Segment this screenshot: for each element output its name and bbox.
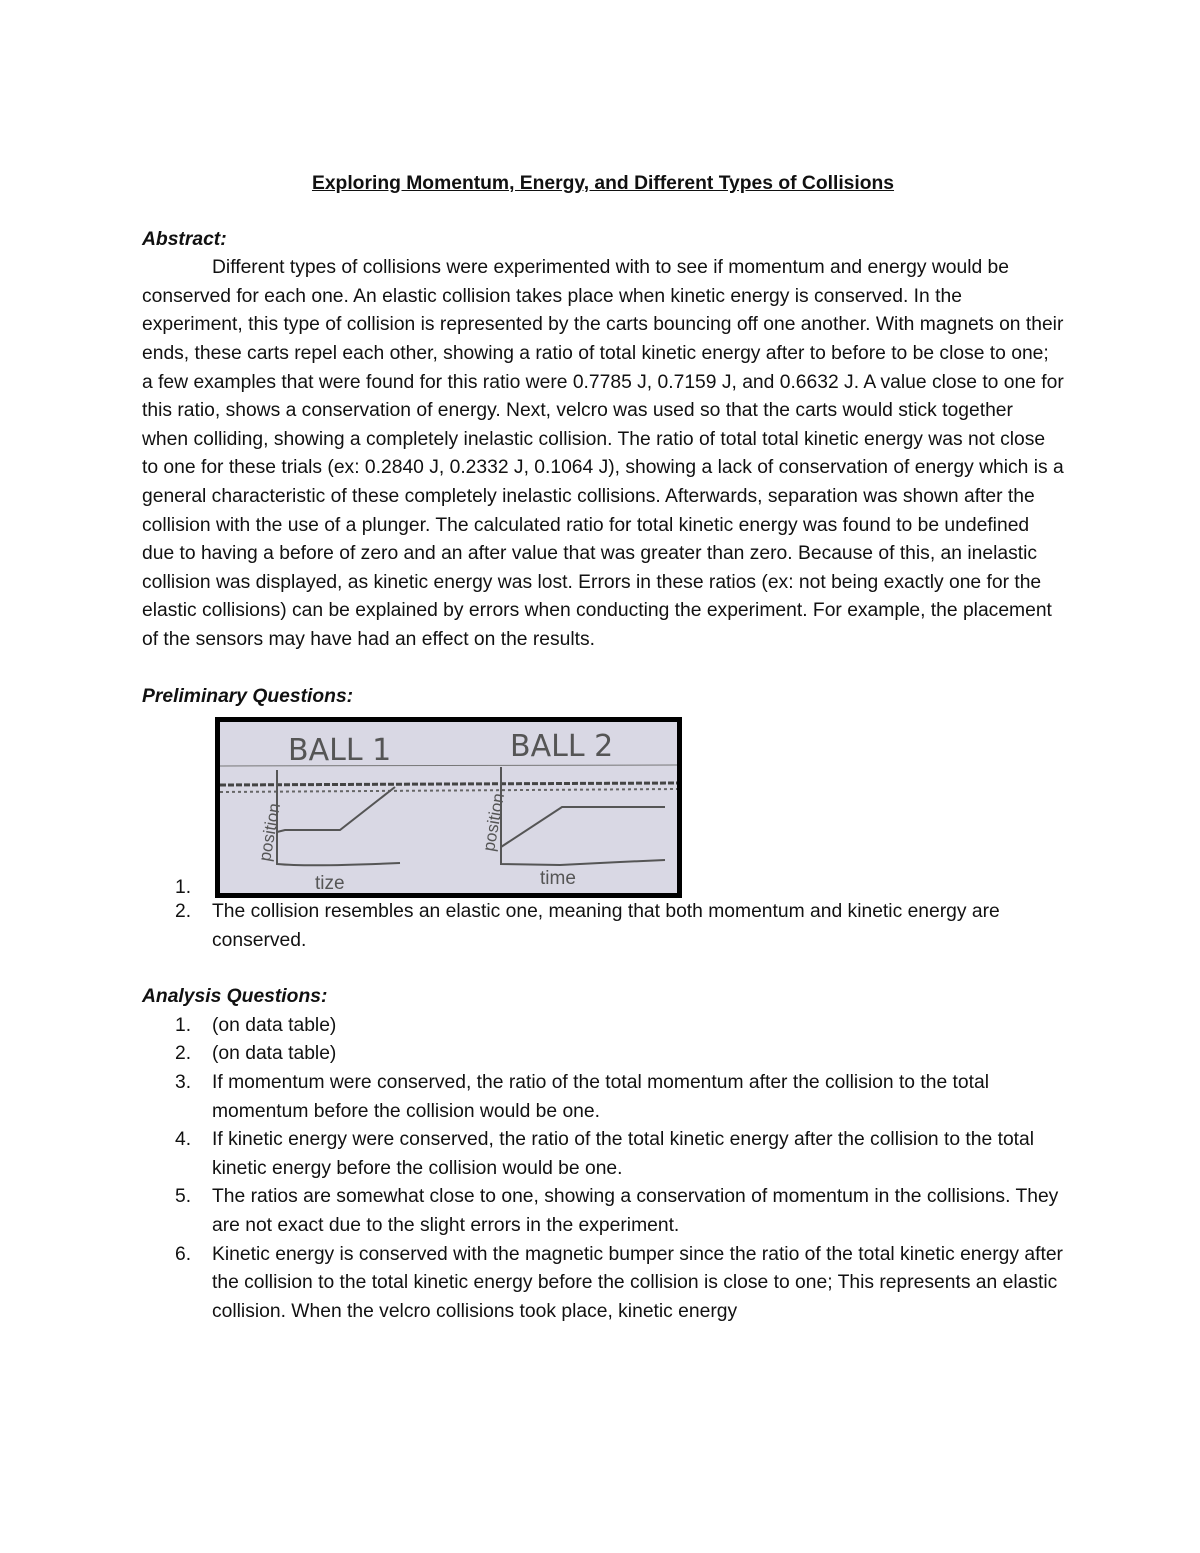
preliminary-heading: Preliminary Questions: <box>142 685 354 707</box>
ball-2-ylabel: position <box>479 791 509 853</box>
ball-2-xlabel: time <box>540 868 576 890</box>
ball-1-xlabel: tize <box>315 873 345 894</box>
list-item <box>142 1040 1064 1069</box>
list-item <box>142 1012 1064 1041</box>
analysis-list <box>142 1012 1064 1327</box>
ball-1-ylabel: position <box>255 801 285 863</box>
list-text: If kinetic energy were conserved, the ratio of the total kinetic energy after the collision to the total kinetic energy before the collision would be one. <box>212 1129 1035 1179</box>
list-number: 6. <box>175 1243 192 1265</box>
list-item <box>142 717 1064 898</box>
ball-1-label: BALL 1 <box>288 733 392 769</box>
ball-2-label: BALL 2 <box>510 729 614 765</box>
ball-1-graph <box>255 770 400 893</box>
abstract-heading: Abstract: <box>142 228 227 250</box>
list-text: If momentum were conserved, the ratio of the total momentum after the collision to the total momentum before the collision would be one. <box>212 1072 989 1122</box>
list-item <box>142 1126 1064 1183</box>
list-item <box>142 1069 1064 1126</box>
list-item <box>142 1241 1064 1327</box>
list-number: 1. <box>175 876 192 898</box>
list-number: 4. <box>175 1129 192 1151</box>
list-number: 5. <box>175 1186 192 1208</box>
analysis-heading: Analysis Questions: <box>142 986 328 1008</box>
list-number: 2. <box>175 1043 192 1065</box>
abstract-body: Different types of collisions were experimented with to see if momentum and energy would be conserved for each one. An elastic collision takes place when kinetic energy is conserved. In the experiment, this type of collision is represented by the carts bouncing off one another. With magnets on their ends, these carts repel each other, showing a ratio of total kinetic energy after to before to be close to one; a few examples that were found for this ratio were 0.7785 J, 0.7159 J, and 0.6632 J. A value close to one for this ratio, shows a conservation of energy. Next, velcro was used so that the carts would stick together when colliding, showing a completely inelastic collision. The ratio of total total kinetic energy was not close to one for these trials (ex: 0.2840 J, 0.2332 J, 0.1064 J), showing a lack of conservation of energy which is a general characteristic of these completely inelastic collisions. Afterwards, separation was shown after the collision with the use of a plunger. The calculated ratio for total kinetic energy was found to be undefined due to having a before of zero and an after value that was greater than zero. Because of this, an inelastic collision was displayed, as kinetic energy was lost. Errors in these ratios (ex: not being exactly one for the elastic collisions) can be explained by errors when conducting the experiment. For example, the placement of the sensors may have had an effect on the results. <box>142 257 1064 650</box>
list-text: (on data table) <box>212 1014 337 1036</box>
document-title: Exploring Momentum, Energy, and Different Types of Collisions <box>311 173 895 194</box>
list-item <box>142 898 1064 955</box>
list-text: The ratios are somewhat close to one, showing a conservation of momentum in the collisions. They are not exact due to the slight errors in the experiment. <box>212 1186 1059 1237</box>
preliminary-list <box>142 717 1064 955</box>
hand-drawn-position-time-graphs <box>215 717 682 898</box>
list-item <box>142 1183 1064 1240</box>
list-text: (on data table) <box>212 1043 337 1065</box>
list-text: The collision resembles an elastic one, meaning that both momentum and kinetic energy are conserved. <box>212 901 1000 951</box>
list-number: 3. <box>175 1072 192 1094</box>
list-number: 1. <box>175 1014 192 1036</box>
list-text: Kinetic energy is conserved with the magnetic bumper since the ratio of the total kinetic energy after the collision to the total kinetic energy before the collision is close to one; This represents an elastic collision. When the velcro collisions took place, kinetic energy <box>212 1243 1063 1322</box>
list-number: 2. <box>175 901 192 923</box>
document-page <box>142 170 1064 1354</box>
ball-2-graph <box>479 767 665 889</box>
